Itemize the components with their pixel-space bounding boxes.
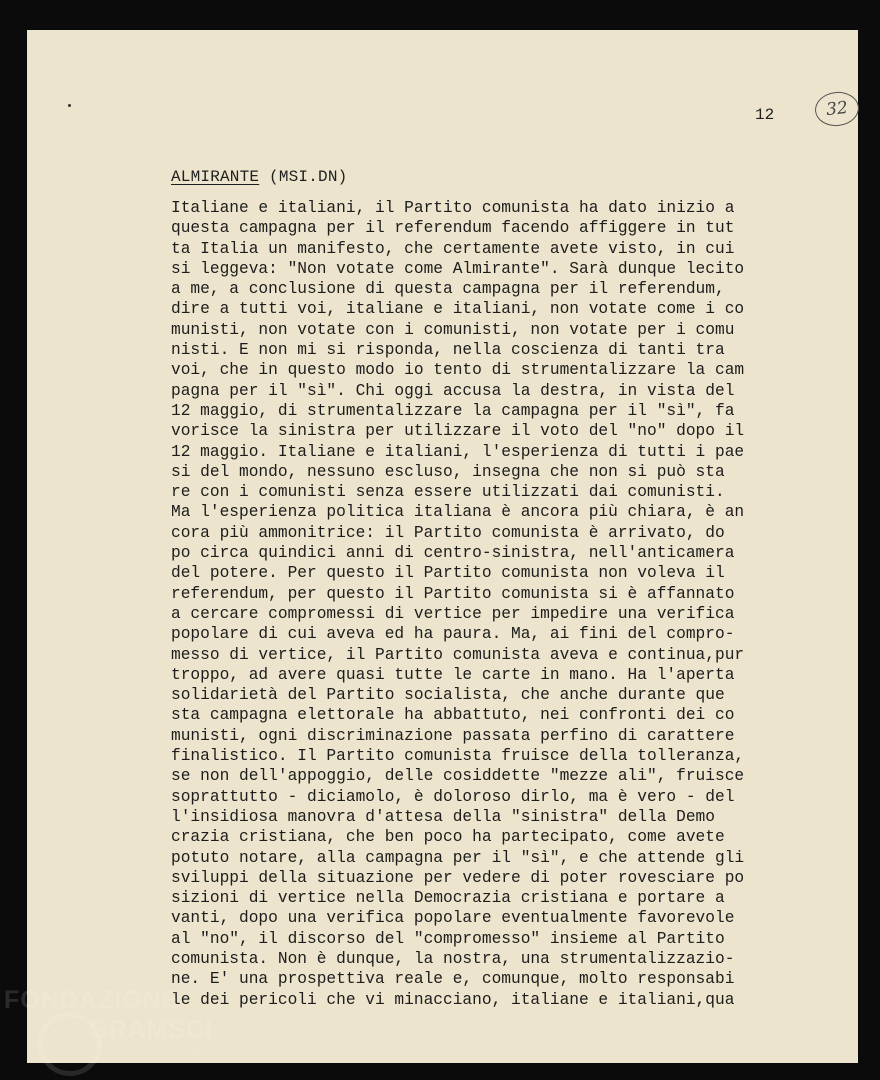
text-line: referendum, per questo il Partito comunista si è affannato — [171, 584, 735, 603]
text-line: comunista. Non è dunque, la nostra, una strumentalizzazio- — [171, 949, 735, 968]
text-line: del potere. Per questo il Partito comunista non voleva il — [171, 564, 725, 583]
text-line: questa campagna per il referendum facendo affiggere in tut — [171, 219, 735, 238]
watermark-line-2: GRAMSCI — [88, 1016, 214, 1044]
speaker-heading — [171, 168, 347, 186]
text-line: Italiane e italiani, il Partito comunista ha dato inizio a — [171, 199, 735, 217]
text-line: a me, a conclusione di questa campagna per il referendum, — [171, 280, 725, 299]
speech-body — [171, 198, 781, 1010]
text-line: crazia cristiana, che ben poco ha partecipato, come avete — [171, 828, 725, 847]
text-line: messo di vertice, il Partito comunista aveva e continua,pur — [171, 645, 745, 664]
ink-speck — [68, 104, 71, 107]
watermark-line-3: onlus — [180, 1048, 204, 1059]
text-line: a cercare compromessi di vertice per impedire una verifica — [171, 604, 735, 623]
text-line: sta campagna elettorale ha abbattuto, nei confronti dei co — [171, 706, 735, 725]
page-number: 12 — [755, 106, 775, 124]
text-line: se non dell'appoggio, delle cosiddette "mezze ali", fruisce — [171, 767, 745, 786]
text-line: re con i comunisti senza essere utilizzati dai comunisti. — [171, 483, 725, 502]
speaker-party: (MSI.DN) — [269, 168, 348, 186]
text-line: si del mondo, nessuno escluso, insegna che non si può sta — [171, 462, 725, 481]
text-line: finalistico. Il Partito comunista fruisce della tolleranza, — [171, 747, 745, 766]
text-line: sizioni di vertice nella Democrazia cristiana e portare a — [171, 889, 725, 908]
text-line: popolare di cui aveva ed ha paura. Ma, ai fini del compro- — [171, 625, 735, 644]
text-line: munisti, non votate con i comunisti, non votate per i comu — [171, 320, 735, 339]
speaker-name: ALMIRANTE — [171, 168, 260, 186]
text-line: troppo, ad avere quasi tutte le carte in mano. Ha l'aperta — [171, 665, 735, 684]
text-line: cora più ammonitrice: il Partito comunista è arrivato, do — [171, 523, 725, 542]
text-line: dire a tutti voi, italiane e italiani, non votate come i co — [171, 300, 745, 319]
text-line: vorisce la sinistra per utilizzare il voto del "no" dopo il — [171, 422, 745, 441]
text-line: solidarietà del Partito socialista, che anche durante que — [171, 686, 725, 705]
text-line: l'insidiosa manovra d'attesa della "sinistra" della Demo — [171, 807, 715, 826]
text-line: vanti, dopo una verifica popolare eventualmente favorevole — [171, 909, 735, 928]
text-line: nisti. E non mi si risponda, nella coscienza di tanti tra — [171, 341, 725, 360]
text-line: po circa quindici anni di centro-sinistra, nell'anticamera — [171, 544, 735, 563]
text-line: soprattutto - diciamolo, è doloroso dirlo, ma è vero - del — [171, 787, 735, 806]
watermark-line-1: FONDAZIONE — [4, 986, 180, 1014]
text-line: voi, che in questo modo io tento di strumentalizzare la cam — [171, 361, 745, 380]
text-line: sviluppi della situazione per vedere di poter rovesciare po — [171, 868, 745, 887]
text-line: 12 maggio, di strumentalizzare la campagna per il "sì", fa — [171, 401, 735, 420]
text-line: pagna per il "sì". Chi oggi accusa la destra, in vista del — [171, 381, 735, 400]
archive-number-stamp: 32 — [813, 90, 860, 128]
text-line: munisti, ogni discriminazione passata perfino di carattere — [171, 726, 735, 745]
text-line: si leggeva: "Non votate come Almirante". Sarà dunque lecito — [171, 259, 745, 278]
text-line: Ma l'esperienza politica italiana è ancora più chiara, è an — [171, 503, 745, 522]
text-line: 12 maggio. Italiane e italiani, l'esperienza di tutti i pae — [171, 442, 745, 461]
text-line: le dei pericoli che vi minacciano, italiane e italiani,qua — [171, 990, 735, 1009]
text-line: potuto notare, alla campagna per il "sì", e che attende gli — [171, 848, 745, 867]
text-line: al "no", il discorso del "compromesso" insieme al Partito — [171, 929, 725, 948]
fondazione-gramsci-watermark — [4, 986, 234, 1076]
text-line: ne. E' una prospettiva reale e, comunque, molto responsabi — [171, 970, 735, 989]
text-line: ta Italia un manifesto, che certamente avete visto, in cui — [171, 239, 735, 258]
